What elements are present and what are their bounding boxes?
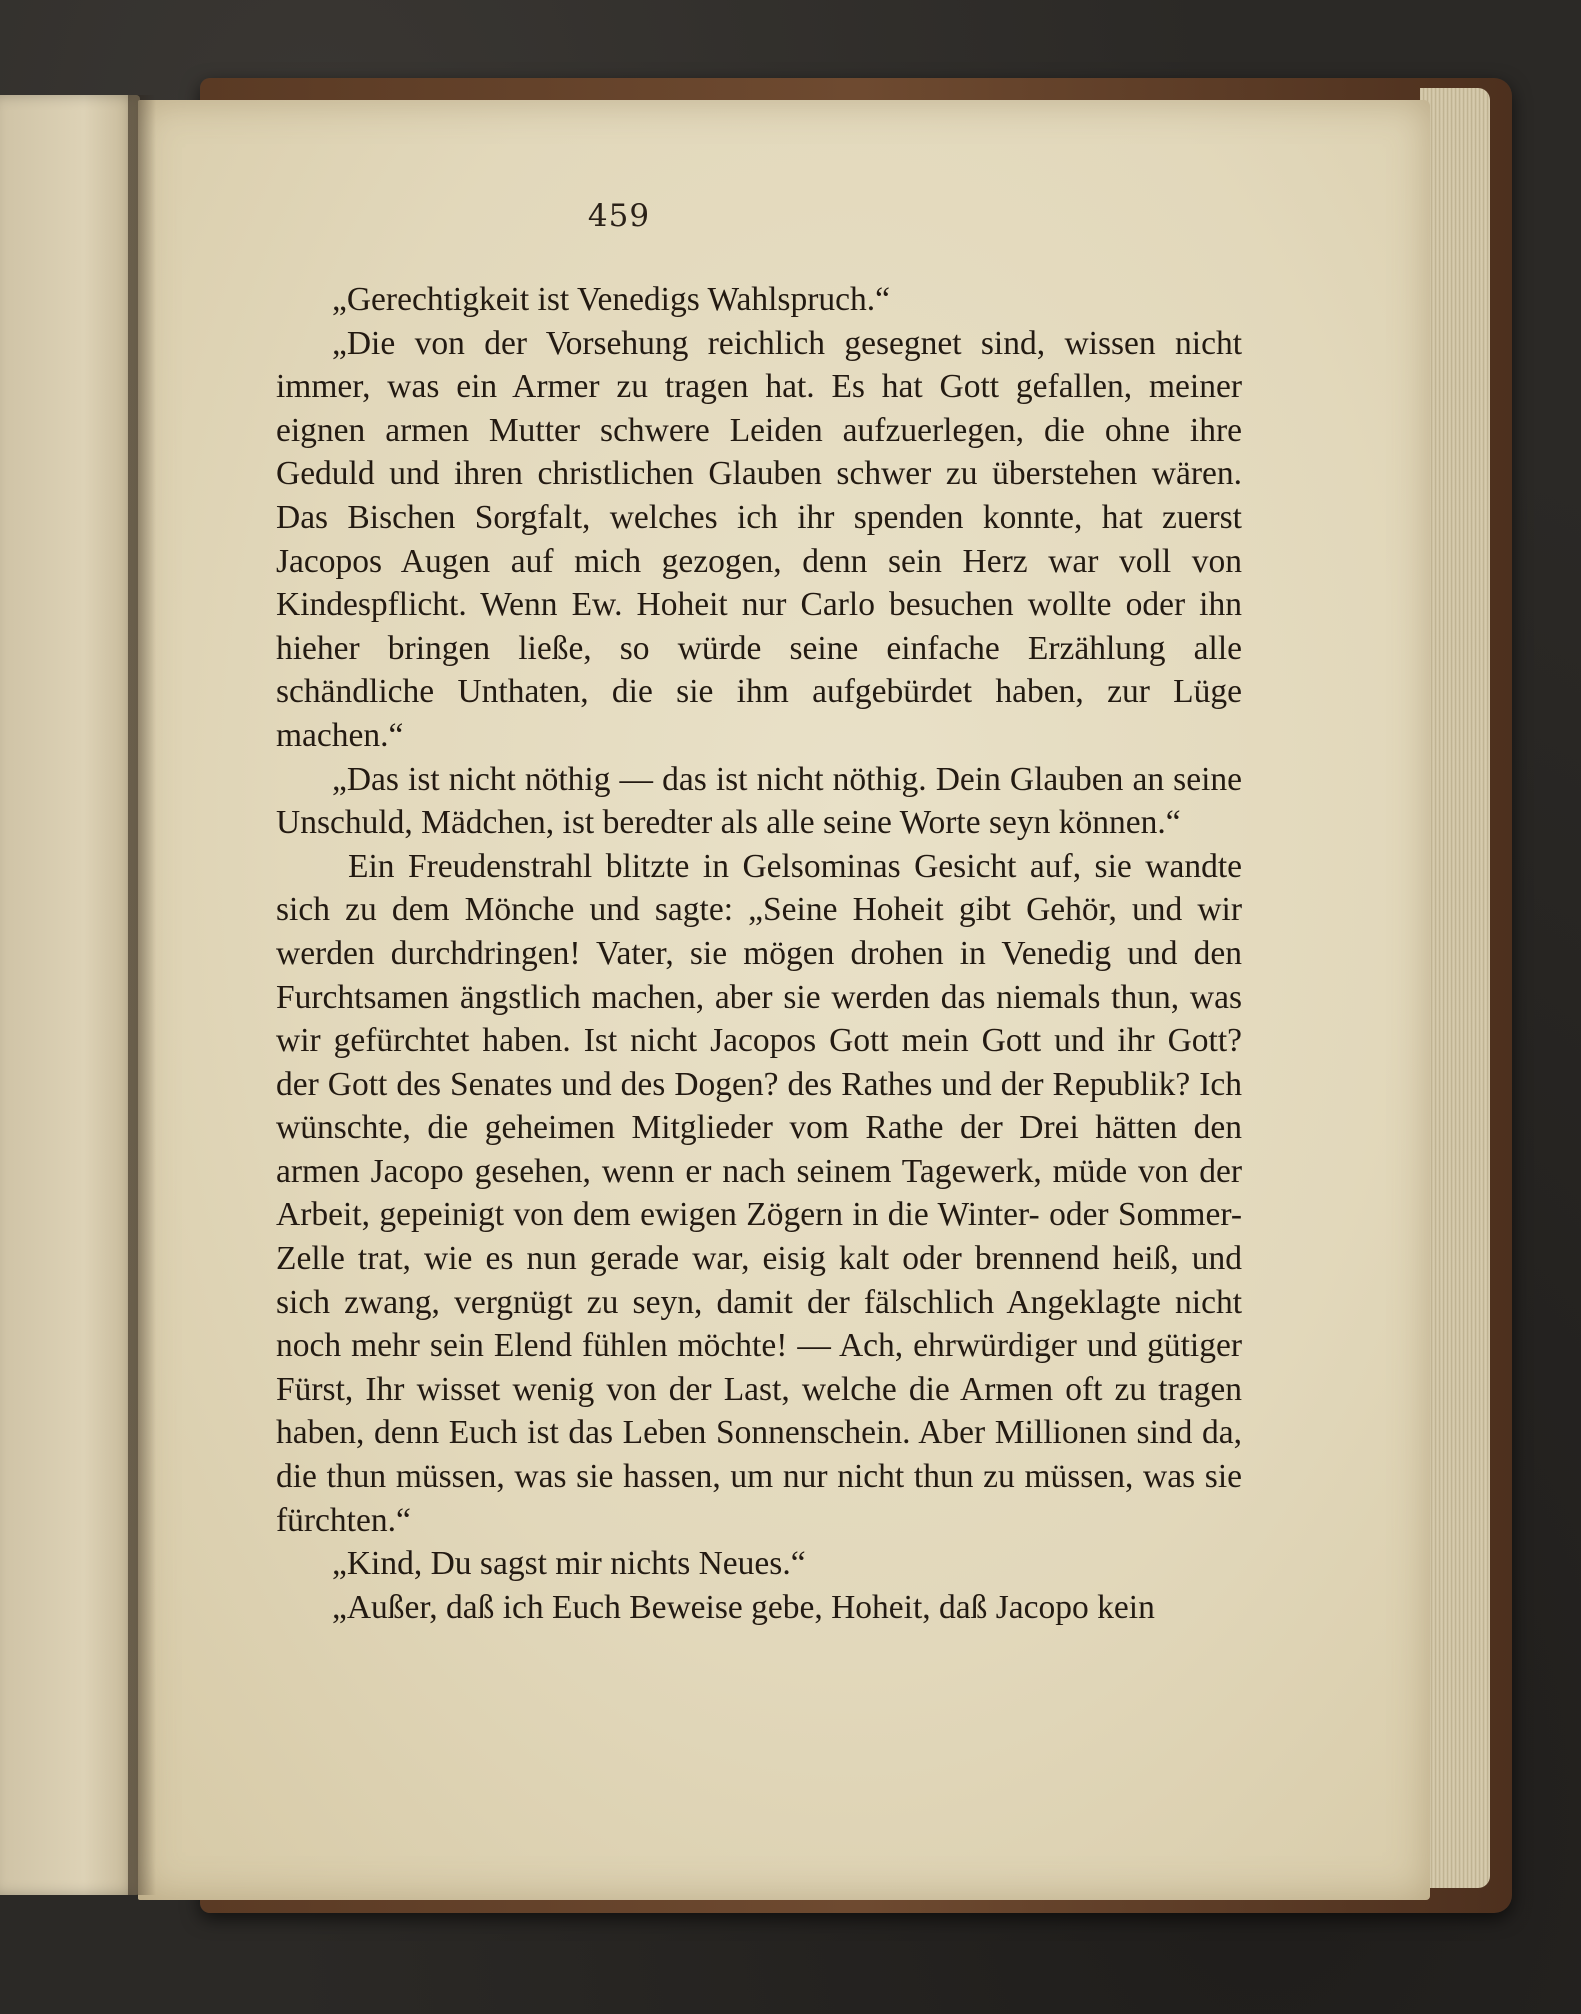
paragraph: „Das ist nicht nöthig — das ist nicht nöthig. Dein Glauben an seine Unschuld, Mädchen, ist beredter als alle seine Worte seyn können.“ (276, 760, 1242, 842)
page-text (276, 278, 1242, 1629)
page-stack-edge (1420, 88, 1490, 1888)
paragraph: Ein Freudenstrahl blitzte in Gelsominas Gesicht auf, sie wandte sich zu dem Mönche und sagte: „Seine Hoheit gibt Gehör, und wir werden durchdringen! Vater, sie mögen drohen in Venedig und den Furchtsamen ängstlich machen, aber sie werden das niemals thun, was wir gefürchtet haben. Ist nicht Jacopos Gott mein Gott und ihr Gott? der Gott des Senates und des Dogen? des Rathes und der Republik? Ich wünschte, die geheimen Mitglieder vom Rathe der Drei hätten den armen Jacopo gesehen, wenn er nach seinem Tagewerk, müde von der Arbeit, gepeinigt von dem ewigen Zögern in die Winter- oder Sommer-Zelle trat, wie es nun gerade war, eisig kalt oder brennend heiß, und sich zwang, vergnügt zu seyn, damit der fälschlich Angeklagte nicht noch mehr sein Elend fühlen möchte! — Ach, ehrwürdiger und gütiger Fürst, Ihr wisset wenig von der Last, welche die Armen oft zu tragen haben, denn Euch ist das Leben Sonnenschein. Aber Millionen sind da, die thun müssen, was sie hassen, um nur nicht thun zu müssen, was sie fürchten.“ (276, 847, 1242, 1539)
paragraph: „Die von der Vorsehung reichlich gesegnet sind, wissen nicht immer, was ein Armer zu tragen hat. Es hat Gott gefallen, meiner eignen armen Mutter schwere Leiden aufzuerlegen, die ohne ihre Geduld und ihren christlichen Glauben schwer zu überstehen wären. Das Bischen Sorgfalt, welches ich ihr spenden konnte, hat zuerst Jacopos Augen auf mich gezogen, denn sein Herz war voll von Kindespflicht. Wenn Ew. Hoheit nur Carlo besuchen wollte oder ihn hieher bringen ließe, so würde seine einfache Erzählung alle schändliche Unthaten, die sie ihm aufgebürdet haben, zur Lüge machen.“ (276, 324, 1242, 754)
book-gutter-shadow (128, 95, 156, 1895)
page-number: 459 (587, 198, 651, 234)
paragraph: „Außer, daß ich Euch Beweise gebe, Hoheit, daß Jacopo kein (332, 1588, 1155, 1626)
previous-page-edge (0, 95, 140, 1895)
paragraph: „Gerechtigkeit ist Venedigs Wahlspruch.“ (332, 281, 890, 318)
paragraph: „Kind, Du sagst mir nichts Neues.“ (332, 1545, 806, 1583)
